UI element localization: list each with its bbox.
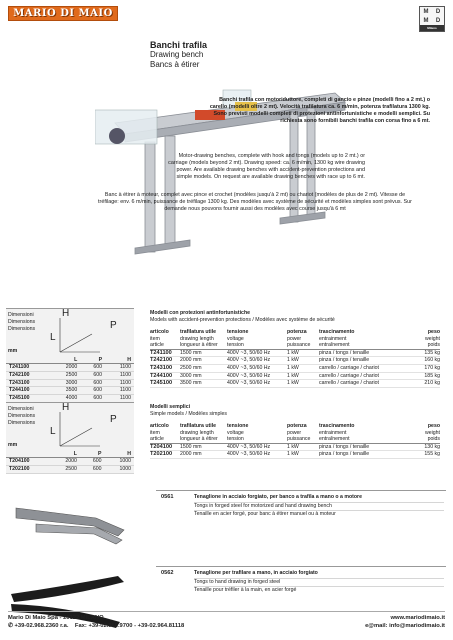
dimensions-unit: mm [8, 442, 18, 448]
dimensions-unit: mm [8, 348, 18, 354]
model-code: T202100 [150, 451, 180, 459]
accessory-desc-en: Tongs to hand drawing in forged steel [194, 578, 444, 587]
brand-mark-letter: M [423, 17, 429, 24]
dimensions-table-protected [6, 308, 134, 403]
model-cell: 400V ~3, 50/60 Hz [227, 365, 287, 373]
dims-cell: T242100 [6, 371, 51, 379]
accessory-code: 0562 [161, 570, 174, 576]
description-en: Motor-drawing benches, complete with hook and tongs (models up to 2 mt.) or carriage (models beyond 2 mt). Drawing speed: ca. 6 m/min, 1300 kg wire drawing power. Are available drawing benches with accident-prevention protections and simple models. On request are available drawing benches with race up to 6 mt. [168, 153, 365, 180]
model-cell: 1 kW [287, 365, 319, 373]
model-cell: pinza / tongs / tenaille [319, 357, 403, 365]
section-subtitle: Models with accident-prevention protections / Modèles avec système de sécurité [150, 317, 335, 323]
brand-mark-letter: M [423, 8, 429, 15]
dim-letter-p: P [110, 414, 117, 425]
dims-cell: T241100 [6, 364, 51, 372]
model-cell: 155 kg [403, 451, 440, 459]
dimensions-axes-diagram [50, 308, 134, 356]
col-header: voltage [227, 429, 244, 436]
col-header: item [150, 429, 160, 436]
models-table-protected [150, 329, 444, 388]
dims-cell: 600 [80, 458, 105, 466]
dims-cell: 4000 [51, 395, 81, 403]
models-table-simple [150, 423, 444, 459]
divider [156, 566, 446, 567]
model-cell: 400V ~3, 50/60 Hz [227, 373, 287, 381]
col-header: trascinamento [319, 423, 355, 429]
col-header: tensione [227, 423, 249, 429]
col-header: article [150, 342, 180, 350]
model-cell: 170 kg [403, 365, 440, 373]
dims-cell: 2000 [50, 458, 79, 466]
accessory-desc-it: Tenaglione per trafilare a mano, in acciaio forgiato [194, 570, 318, 576]
footer-website[interactable]: www.mariodimaio.it [390, 615, 445, 621]
dims-cell: 3000 [51, 379, 81, 387]
col-header: trascinamento [319, 329, 355, 335]
col-header: weight [425, 335, 440, 342]
col-header: drawing length [180, 429, 214, 436]
col-header: entrainment [319, 335, 347, 342]
section-title: Modelli semplici [150, 404, 191, 410]
model-cell: pinza / tongs / tenaille [319, 451, 403, 459]
accessory-desc-it: Tenaglione in acciaio forgiato, per banco a trafila a mano o a motore [194, 494, 362, 500]
col-header: articolo [150, 329, 169, 335]
table-row [6, 364, 134, 372]
accessory-0561 [6, 490, 446, 562]
product-title-fr: Bancs à étirer [150, 60, 200, 69]
col-header: potenza [287, 423, 307, 429]
tongs-0561-photo [6, 490, 146, 562]
model-cell: 1500 mm [180, 444, 227, 452]
dimensions-axes-diagram [50, 402, 134, 450]
dims-cell: 1000 [105, 465, 135, 473]
model-cell: 2000 mm [180, 357, 227, 365]
product-title-block [150, 40, 207, 70]
col-header: entrainment [319, 429, 347, 436]
dim-letter-h: H [62, 402, 70, 413]
model-cell: 3000 mm [180, 373, 227, 381]
simple-models-section [150, 404, 444, 459]
dims-col-header: H [105, 451, 135, 458]
col-header: peso [427, 329, 440, 335]
dims-cell: 600 [80, 387, 105, 395]
model-code: T244100 [150, 373, 180, 381]
dims-cell: 2000 [51, 364, 81, 372]
model-cell: pinza / tongs / tenaille [319, 444, 403, 452]
accessory-code: 0561 [161, 494, 174, 500]
col-header: articolo [150, 423, 169, 429]
dims-cell: 600 [80, 364, 105, 372]
section-title: Modelli con protezioni antinfortunistiche [150, 310, 251, 316]
model-cell: 1 kW [287, 350, 319, 358]
model-cell: 1500 mm [180, 350, 227, 358]
model-code: T242100 [150, 357, 180, 365]
dimensions-label-it: Dimensioni [8, 406, 34, 412]
page-footer [8, 611, 445, 630]
dim-letter-l: L [50, 332, 56, 343]
dimensions-label-en: Dimensions [8, 413, 36, 419]
dim-letter-h: H [62, 308, 70, 319]
col-header: article [150, 436, 180, 444]
col-header: trafilatura utile [180, 423, 217, 429]
col-header: trafilatura utile [180, 329, 217, 335]
model-cell: 160 kg [403, 357, 440, 365]
dims-cell: 1100 [105, 395, 134, 403]
dims-cell: 2500 [51, 371, 81, 379]
model-cell: 400V ~3, 50/60 Hz [227, 380, 287, 388]
table-row [6, 458, 134, 466]
table-row [6, 371, 134, 379]
model-cell: 1 kW [287, 380, 319, 388]
col-header: puissance [287, 436, 319, 444]
col-header: puissance [287, 342, 319, 350]
col-header: tension [227, 342, 287, 350]
model-cell: 185 kg [403, 373, 440, 381]
section-subtitle: Simple models / Modèles simples [150, 411, 227, 417]
dims-cell: 600 [80, 379, 105, 387]
model-code: T243100 [150, 365, 180, 373]
model-cell: 1 kW [287, 451, 319, 459]
model-cell: 130 kg [403, 444, 440, 452]
dim-letter-p: P [110, 320, 117, 331]
model-cell: carrello / carriage / chariot [319, 373, 403, 381]
dims-cell: 1100 [105, 379, 134, 387]
col-header: item [150, 335, 160, 342]
col-header: longueur à étirer [180, 436, 227, 444]
dims-cell: T202100 [6, 465, 50, 473]
dims-cell: 1100 [105, 371, 134, 379]
dims-cell: T245100 [6, 395, 51, 403]
model-cell: 400V ~3, 50/60 Hz [227, 357, 287, 365]
accessory-desc-fr: Tenaille en acier forgé, pour banc à étirer manuel ou à moteur [194, 510, 444, 519]
divider [156, 490, 446, 491]
model-cell: 135 kg [403, 350, 440, 358]
dimensions-label-fr: Dimensions [8, 326, 36, 332]
accessory-desc-fr: Tenaille pour tréfiler à la main, en acier forgé [194, 586, 444, 595]
company-logo: MARIO DI MAIO [8, 6, 118, 21]
dims-cell: 1000 [105, 458, 135, 466]
dims-cell: 1100 [105, 387, 134, 395]
col-header: potenza [287, 329, 307, 335]
dims-cell: T244100 [6, 387, 51, 395]
footer-fax: Fax: +39-02.968.9700 - +39-02.964.81118 [74, 623, 185, 629]
col-header: entraînement [319, 342, 403, 350]
dimensions-label-fr: Dimensions [8, 420, 36, 426]
model-cell: pinza / tongs / tenaille [319, 350, 403, 358]
protected-models-section [150, 310, 444, 388]
description-fr: Banc à étirer à moteur, complet avec pince et crochet (modèles jusqu'à 2 mt) ou chariot (modèles de plus de 2 mt). Vitesse de tréfilage: env. 6 m/min, puissance de tréfilage 1300 kg. Des modèles avec système de sécurité et modèles simples sont prévus. Sur demande nous pouvons fournir aussi des modèles avec course jusqu'à 6 mt [98, 192, 412, 212]
model-cell: 1 kW [287, 373, 319, 381]
dims-cell: 600 [80, 371, 105, 379]
brand-mark-letter: D [435, 17, 441, 24]
col-header: tension [227, 436, 287, 444]
model-cell: 400V ~3, 50/60 Hz [227, 350, 287, 358]
col-header: poids [403, 342, 440, 350]
footer-company: Mario Di Maio Spa - 20122 MILANO [8, 615, 104, 621]
model-cell: 1 kW [287, 357, 319, 365]
footer-email[interactable]: e@mail: info@mariodimaio.it [365, 623, 445, 629]
col-header: power [287, 335, 302, 342]
col-header: peso [427, 423, 440, 429]
footer-phone: ✆ +39-02.968.2360 r.a. [8, 623, 69, 629]
dims-cell: 1100 [105, 364, 134, 372]
dims-col-header: P [80, 357, 105, 364]
dims-col-header: P [80, 451, 105, 458]
table-row [6, 387, 134, 395]
product-title-it: Banchi trafila [150, 40, 208, 50]
col-header: power [287, 429, 302, 436]
description-it: Banchi trafila con motoriduttore, completi di gancio e pinze (modelli fino a 2 mt.) o carello (modelli oltre 2 mt). Velocità trafilatura ca. 6 m/min, potenza trafilatura 1300 kg. Sono previsti modelli completi di protezioni antinfortunistiche e modelli semplici. Su richiesta sono fornibili banchi trafila con corsa fino a 6 mt. [209, 97, 430, 124]
dims-cell: 600 [80, 395, 105, 403]
dimensions-label-en: Dimensions [8, 319, 36, 325]
col-header: poids [403, 436, 440, 444]
model-code: T204100 [150, 444, 180, 452]
dims-cell: T243100 [6, 379, 51, 387]
table-row [6, 465, 134, 473]
dimensions-label-it: Dimensioni [8, 312, 34, 318]
dims-cell: 2500 [50, 465, 79, 473]
model-cell: 400V ~3, 50/60 Hz [227, 444, 287, 452]
dims-cell: 600 [80, 465, 105, 473]
accessory-desc-en: Tongs in forged steel for motorized and hand drawing bench [194, 502, 444, 511]
col-header: longueur à étirer [180, 342, 227, 350]
table-row [6, 379, 134, 387]
dims-col-header: L [51, 357, 81, 364]
col-header: tensione [227, 329, 249, 335]
col-header: voltage [227, 335, 244, 342]
model-code: T245100 [150, 380, 180, 388]
col-header: weight [425, 429, 440, 436]
dimensions-table-simple [6, 402, 134, 474]
brand-mark-foot: Milano [420, 25, 444, 31]
product-title-en: Drawing bench [150, 50, 204, 59]
dim-letter-l: L [50, 426, 56, 437]
model-cell: 1 kW [287, 444, 319, 452]
dims-col-header: H [105, 357, 134, 364]
brand-mark-logo [419, 6, 445, 32]
model-cell: carrello / carriage / chariot [319, 365, 403, 373]
col-header: entraînement [319, 436, 403, 444]
col-header: drawing length [180, 335, 214, 342]
model-cell: 2500 mm [180, 365, 227, 373]
model-cell: carrello / carriage / chariot [319, 380, 403, 388]
model-cell: 400V ~3, 50/60 Hz [227, 451, 287, 459]
dims-cell: 3500 [51, 387, 81, 395]
brand-mark-letter: D [435, 8, 441, 15]
dims-cell: T204100 [6, 458, 50, 466]
model-code: T241100 [150, 350, 180, 358]
dims-col-header: L [50, 451, 79, 458]
model-cell: 3500 mm [180, 380, 227, 388]
model-cell: 2000 mm [180, 451, 227, 459]
model-cell: 210 kg [403, 380, 440, 388]
